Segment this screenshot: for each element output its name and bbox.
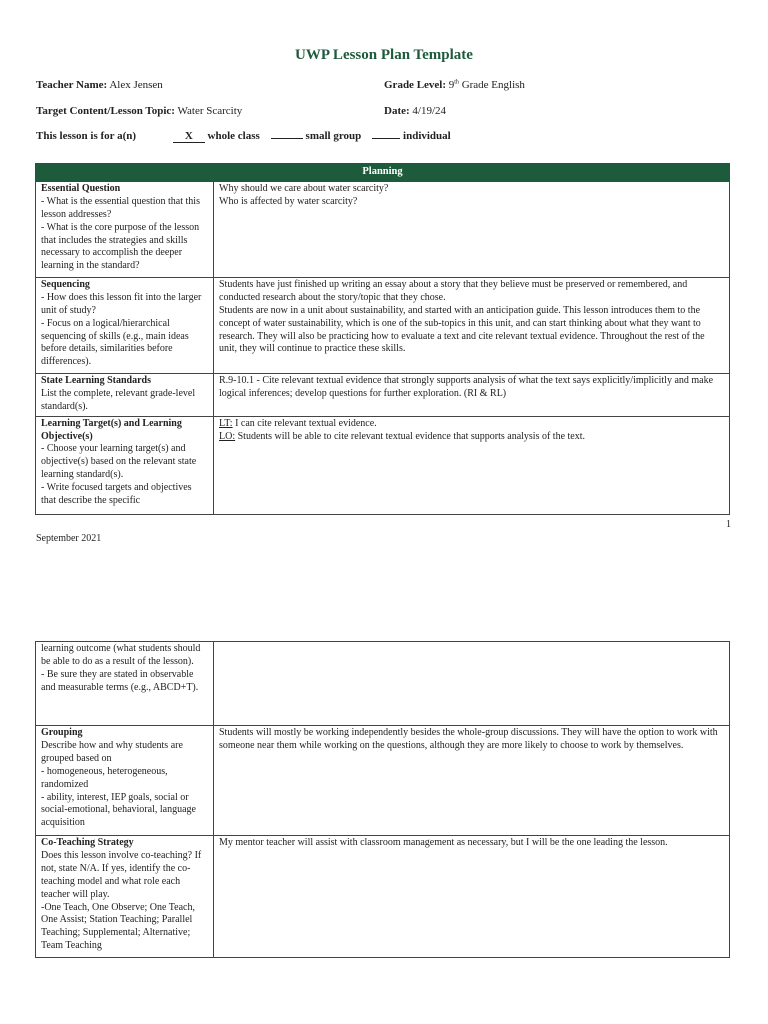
- sequencing-label-cell: [36, 277, 214, 373]
- whole-class-label: whole class: [207, 130, 260, 142]
- co-teaching-row: [36, 836, 730, 958]
- sequencing-desc-1: - How does this lesson fit into the larger unit of study?: [41, 291, 202, 316]
- state-standard-text: R.9-10.1 - Cite relevant textual evidence that strongly supports analysis of what the text says explicitly/implicitly and make logical inferences; develop questions for further exploration. (RI & RL): [219, 374, 714, 399]
- state-standards-title: State Learning Standards: [41, 374, 152, 386]
- essential-question-label-cell: [36, 181, 214, 277]
- lesson-date: [384, 105, 446, 117]
- grade-level-number: 9: [448, 79, 455, 91]
- sequencing-row: [36, 277, 730, 373]
- learning-targets-desc-1: - Choose your learning target(s) and objective(s) based on the relevant state learning standard(s).: [41, 443, 197, 481]
- learning-targets-row: [36, 416, 730, 514]
- grade-level-suffix: th: [454, 79, 459, 86]
- state-standards-label-cell: [36, 373, 214, 416]
- essential-question-desc-1: - What is the essential question that this lesson addresses?: [41, 195, 200, 220]
- lesson-scope: [36, 130, 451, 143]
- learning-objective-text: Students will be able to cite relevant textual evidence that supports analysis of the text.: [237, 430, 586, 442]
- lesson-scope-intro: This lesson is for a(n): [36, 130, 137, 142]
- learning-targets-content: [214, 416, 730, 514]
- grouping-row: [36, 726, 730, 836]
- essential-question-row: [36, 181, 730, 277]
- individual-label: individual: [403, 130, 451, 142]
- sequencing-para-2: Students are now in a unit about sustainability, and started with an anticipation guide. This lesson introduces them to the concept of water sustainability, which is one of the sub-topics in this unit, and can start thinking about what they want to research. They will also be practicing how to evaluate a text and cite relevant textual evidence. Throughout the rest of the unit, they will continue to practice these skills.: [219, 304, 705, 355]
- grouping-label-cell: [36, 726, 214, 836]
- sequencing-para-1: Students have just finished up writing an essay about a story that they believe must be preserved or remembered, and conducted research about the story/topic that they chose.: [219, 278, 688, 303]
- state-standards-row: [36, 373, 730, 416]
- lesson-topic-label: Target Content/Lesson Topic:: [36, 105, 175, 117]
- co-teaching-content: [214, 836, 730, 958]
- grouping-text: Students will mostly be working independently besides the whole-group discussions. They will have the option to work with someone near them while working on the questions, although they are more likely to choose to work by themselves.: [219, 727, 718, 751]
- learning-targets-cont-label-cell: [36, 642, 214, 726]
- learning-targets-cont-desc-2: - Be sure they are stated in observable and measurable terms (e.g., ABCD+T).: [41, 668, 199, 693]
- learning-target-label: LT:: [219, 417, 233, 429]
- co-teaching-desc-2: -One Teach, One Observe; One Teach, One Assist; Station Teaching; Parallel Teaching; Supplemental; Alternative; Team Teaching: [41, 901, 195, 952]
- page-number: 1: [726, 519, 731, 530]
- grouping-desc-2: - homogeneous, heterogeneous, randomized: [41, 765, 168, 790]
- learning-target: [219, 418, 725, 431]
- essential-question-title: Essential Question: [41, 182, 121, 194]
- grade-level-label: Grade Level:: [384, 79, 447, 91]
- co-teaching-text: My mentor teacher will assist with classroom management as necessary, but I will be the one leading the lesson.: [219, 837, 668, 848]
- co-teaching-desc-1: Does this lesson involve co-teaching? If not, state N/A. If yes, identify the co-teaching model and what role each teacher will play.: [41, 849, 202, 900]
- grouping-content: [214, 726, 730, 836]
- essential-question-desc-2: - What is the core purpose of the lesson that includes the strategies and skills necessary to accomplish the deeper learning in the standard?: [41, 221, 200, 272]
- learning-targets-cont-row: [36, 642, 730, 726]
- individual-mark: [372, 138, 400, 139]
- state-standards-content: [214, 373, 730, 416]
- small-group-label: small group: [305, 130, 362, 142]
- learning-targets-desc-2: - Write focused targets and objectives that describe the specific: [41, 482, 192, 507]
- learning-targets-label-cell: [36, 416, 214, 514]
- small-group-mark: [271, 138, 303, 139]
- state-standards-desc: List the complete, relevant grade-level standard(s).: [41, 387, 196, 412]
- learning-objective: [219, 431, 725, 444]
- learning-target-text: I can cite relevant textual evidence.: [235, 417, 377, 429]
- sequencing-content: [214, 277, 730, 373]
- sequencing-desc-2: - Focus on a logical/hierarchical sequencing of skills (e.g., main ideas before details, similarities before differences).: [41, 317, 189, 368]
- learning-objective-label: LO:: [219, 430, 236, 442]
- planning-header-row: [36, 164, 730, 182]
- essential-question-1: Why should we care about water scarcity?: [219, 182, 389, 194]
- learning-targets-cont-desc-1: learning outcome (what students should be able to do as a result of the lesson).: [41, 643, 201, 667]
- sequencing-title: Sequencing: [41, 278, 90, 290]
- lesson-topic-value: Water Scarcity: [177, 105, 243, 117]
- teacher-name-value: Alex Jensen: [109, 79, 163, 91]
- teacher-name-label: Teacher Name:: [36, 79, 108, 91]
- grouping-desc-1: Describe how and why students are grouped based on: [41, 739, 183, 764]
- essential-question-2: Who is affected by water scarcity?: [219, 195, 358, 207]
- page-title: UWP Lesson Plan Template: [295, 47, 473, 63]
- essential-question-content: [214, 181, 730, 277]
- lesson-date-label: Date:: [384, 105, 410, 117]
- grouping-title: Grouping: [41, 727, 83, 738]
- planning-table-continued: [35, 641, 730, 958]
- teacher-name: [36, 79, 163, 91]
- whole-class-mark: X: [173, 130, 205, 143]
- footer-revision: September 2021: [36, 533, 102, 544]
- learning-targets-cont-content: [214, 642, 730, 726]
- grouping-desc-3: - ability, interest, IEP goals, social or social-emotional, behavioral, language acquisition: [41, 791, 196, 829]
- grade-level-subject: Grade English: [461, 79, 525, 91]
- co-teaching-title: Co-Teaching Strategy: [41, 837, 134, 848]
- learning-targets-title: Learning Target(s) and Learning Objective(s): [41, 417, 182, 442]
- lesson-topic: [36, 105, 242, 117]
- planning-table: [35, 163, 730, 515]
- lesson-date-value: 4/19/24: [412, 105, 447, 117]
- planning-header: Planning: [36, 164, 730, 182]
- grade-level: [384, 79, 525, 91]
- co-teaching-label-cell: [36, 836, 214, 958]
